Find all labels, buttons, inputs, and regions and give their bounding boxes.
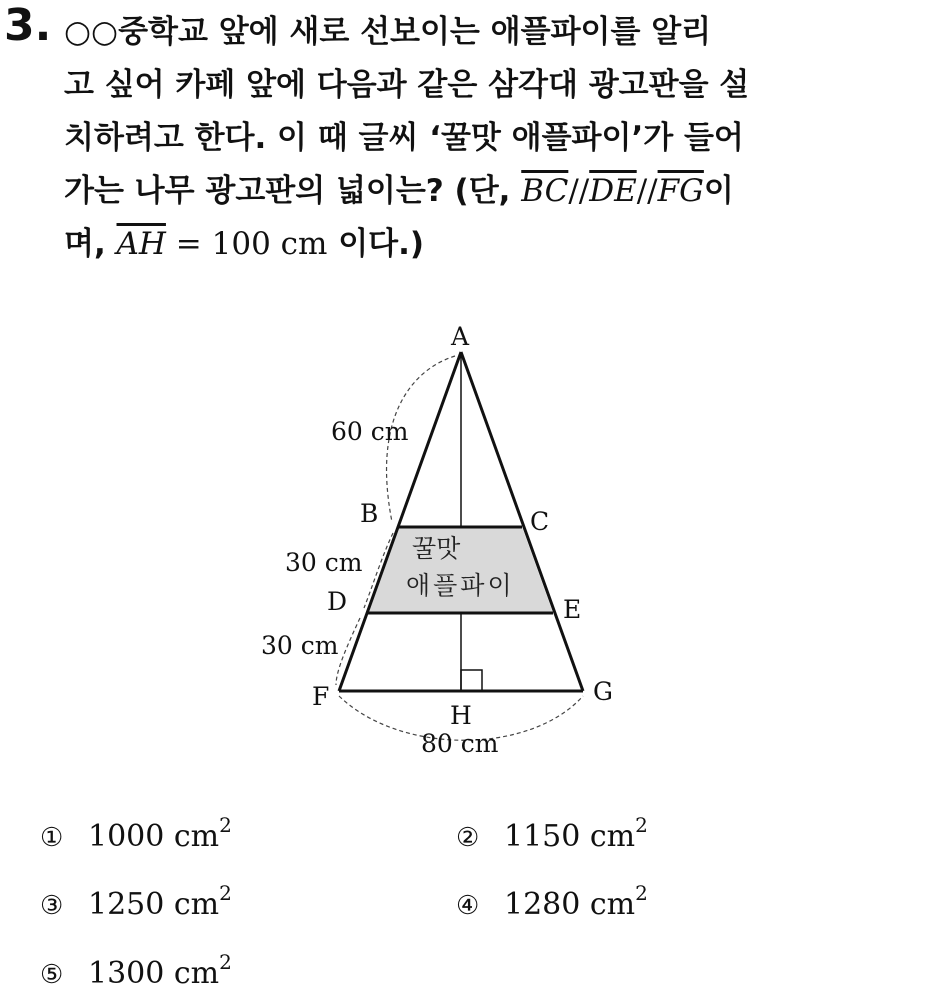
point-label-e: E <box>563 595 582 624</box>
board-text-line-2: 애플파이 <box>406 571 515 600</box>
side-af <box>339 352 461 691</box>
choice-1[interactable] <box>40 805 232 854</box>
choice-2-value: 1150 cm <box>504 819 636 854</box>
choice-2-exponent: 2 <box>635 813 648 837</box>
length-label-ab: 60 cm <box>331 417 409 446</box>
segment-fg: $\overline{FG}$ <box>657 173 704 209</box>
question-line-2: 고 싶어 카페 앞에 다음과 같은 삼각대 광고판을 설 <box>64 67 750 103</box>
point-label-c: C <box>530 507 550 536</box>
segment-ah: $\overline{AH}$ <box>116 226 166 262</box>
ah-length: = 100 cm <box>165 226 328 262</box>
choice-4-exponent: 2 <box>635 881 648 905</box>
choice-1-mark: ① <box>40 823 64 853</box>
question-line-1: ○○중학교 앞에 새로 선보이는 애플파이를 알리 <box>64 14 712 50</box>
point-label-f: F <box>312 682 330 711</box>
choice-3-value: 1250 cm <box>88 887 220 922</box>
dimension-arc-df <box>336 618 360 685</box>
choice-2-mark: ② <box>456 823 480 853</box>
choice-1-exponent: 2 <box>219 813 232 837</box>
question-line-3: 치하려고 한다. 이 때 글씨 ‘꿀맛 애플파이’가 들어 <box>64 120 744 156</box>
choice-1-value: 1000 cm <box>88 819 220 854</box>
segment-bc: $\overline{BC}$ <box>521 173 569 209</box>
point-label-b: B <box>360 499 379 528</box>
choice-5-exponent: 2 <box>219 950 232 974</box>
question-line-5-end: 이다.) <box>327 226 425 262</box>
choice-5[interactable] <box>40 942 232 991</box>
question-line-5-start: 며, <box>64 226 117 262</box>
length-label-fg: 80 cm <box>421 729 499 758</box>
point-label-a: A <box>451 322 470 351</box>
parallel-symbol-1: // <box>568 173 590 209</box>
side-ag <box>461 352 583 691</box>
board-text-line-1: 꿀맛 <box>412 534 461 563</box>
length-label-df: 30 cm <box>261 631 339 660</box>
choice-3[interactable] <box>40 873 232 922</box>
point-label-h: H <box>450 701 472 730</box>
choice-4-mark: ④ <box>456 891 480 921</box>
choice-4-value: 1280 cm <box>504 887 636 922</box>
choice-5-value: 1300 cm <box>88 956 220 991</box>
question-line-4-end: 이 <box>703 173 734 209</box>
right-angle-mark <box>461 670 482 691</box>
question-number: 3. <box>4 0 52 51</box>
question-line-4-text: 가는 나무 광고판의 넓이는? (단, <box>64 173 522 209</box>
point-label-g: G <box>593 677 613 706</box>
choice-4[interactable] <box>456 873 648 922</box>
choice-5-mark: ⑤ <box>40 960 64 990</box>
length-label-bd: 30 cm <box>285 548 363 577</box>
segment-de: $\overline{DE}$ <box>589 173 637 209</box>
choice-3-mark: ③ <box>40 891 64 921</box>
parallel-symbol-2: // <box>636 173 658 209</box>
choice-2[interactable] <box>456 805 648 854</box>
point-label-d: D <box>327 587 348 616</box>
choice-3-exponent: 2 <box>219 881 232 905</box>
